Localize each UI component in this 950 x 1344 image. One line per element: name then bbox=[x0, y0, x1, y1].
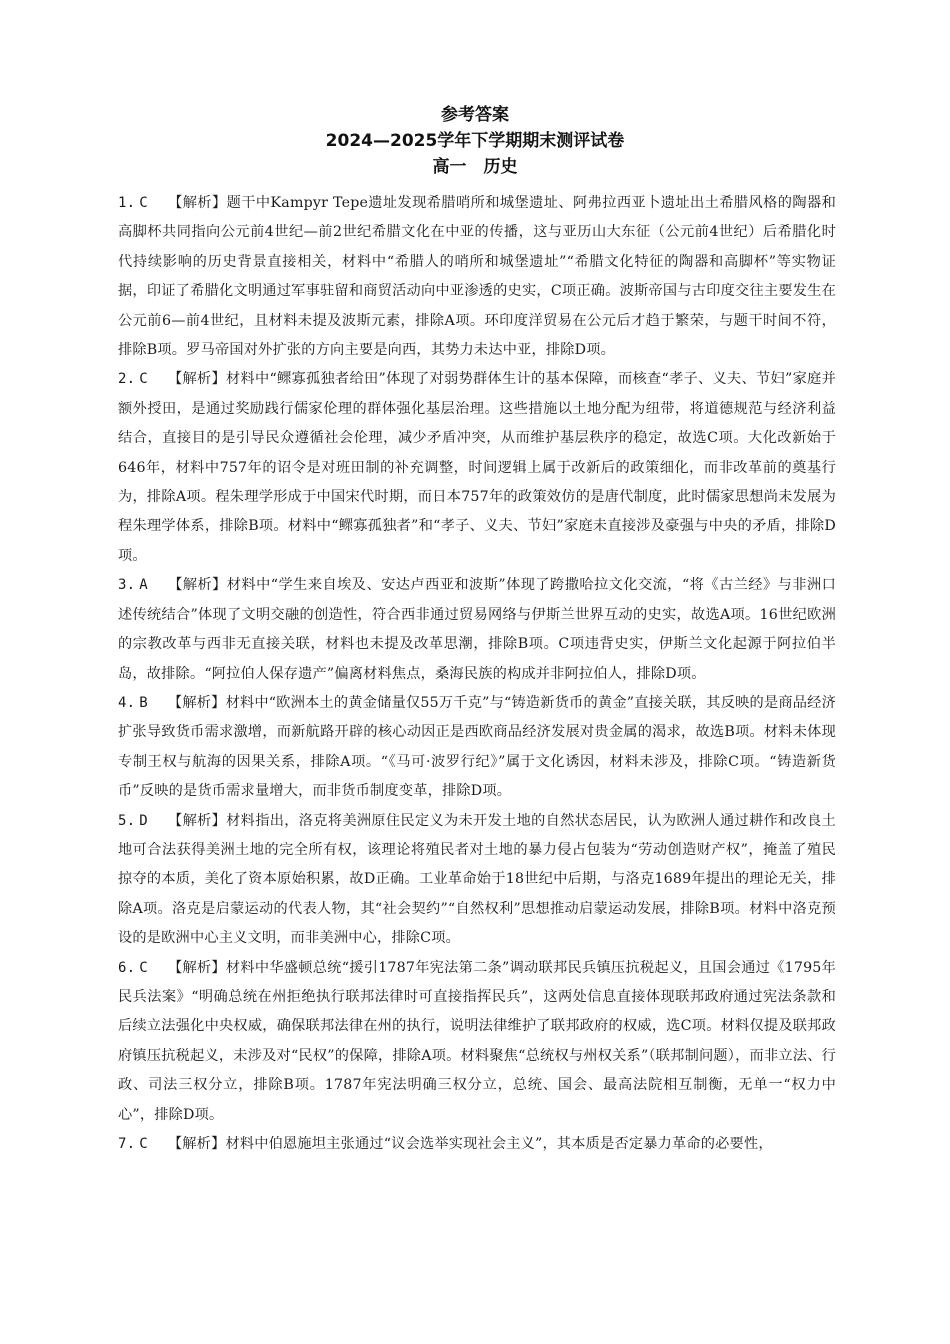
answer-choice: C bbox=[139, 959, 148, 976]
question-number: 4. bbox=[118, 694, 136, 711]
analysis-tag: 【解析】 bbox=[167, 195, 227, 211]
grade-subject: 高一 历史 bbox=[432, 157, 518, 177]
analysis-text: 材料指出，洛克将美洲原住民定义为未开发土地的自然状态居民，认为欧洲人通过耕作和改良土地可合法获得美洲土地的完全所有权，该理论将殖民者对土地的暴力侵占包装为“劳动创造财产权”，掩盖了殖民掠夺的本质，美化了资本原始积累，故D正确。工业革命始于18世纪中后期，与洛克1689年提出的理论无关，排除A项。洛克是启蒙运动的代表人物，其“社会契约”“自然权利”思想推动启蒙运动发展，排除B项。材料中洛克预设的是欧洲中心主义文明，而非美洲中心，排除C项。 bbox=[118, 812, 836, 947]
analysis-tag: 【解析】 bbox=[167, 371, 226, 388]
answer-choice: C bbox=[139, 371, 148, 388]
analysis-tag: 【解析】 bbox=[167, 959, 226, 976]
analysis-tag: 【解析】 bbox=[167, 812, 227, 829]
question-number: 6. bbox=[118, 959, 136, 976]
analysis-text: 材料中“欧洲本土的黄金储量仅55万千克”与“铸造新货币的黄金”直接关联，其反映的是商品经济扩张导致货币需求激增，而新航路开辟的核心动因正是西欧商品经济发展对贵金属的渴求，故选B项。材料未体现专制王权与航海的因果关系，排除A项。“《马可·波罗行纪》”属于文化诱因，材料未涉及，排除C项。“铸造新货币”反映的是货币需求量增大，而非货币制度变革，排除D项。 bbox=[118, 694, 836, 800]
exam-name: 2024—2025学年下学期期末测评试卷 bbox=[325, 131, 625, 151]
analysis-tag: 【解析】 bbox=[167, 1136, 226, 1152]
doc-title: 参考答案 bbox=[441, 105, 509, 125]
question-number: 5. bbox=[118, 812, 136, 829]
answers-list bbox=[118, 189, 836, 1159]
answer-item bbox=[118, 189, 836, 365]
question-number: 7. bbox=[118, 1136, 136, 1152]
answer-choice: C bbox=[139, 1136, 148, 1152]
question-number: 1. bbox=[118, 195, 136, 211]
analysis-text: 材料中“鳏寡孤独者给田”体现了对弱势群体生计的基本保障，而核查“孝子、义夫、节妇”家庭并额外授田，是通过奖励践行儒家伦理的群体强化基层治理。这些措施以土地分配为纽带，将道德规范与经济利益结合，直接目的是引导民众遵循社会伦理，减少矛盾冲突，从而维护基层秩序的稳定，故选C项。大化改新始于646年，材料中757年的诏令是对班田制的补充调整，时间逻辑上属于改新后的政策细化，而非改革前的奠基行为，排除A项。程朱理学形成于中国宋代时期，而日本757年的政策效仿的是唐代制度，此时儒家思想尚未发展为程朱理学体系，排除B项。材料中“鳏寡孤独者”和“孝子、义夫、节妇”家庭未直接涉及豪强与中央的矛盾，排除D项。 bbox=[118, 371, 836, 564]
answer-choice: C bbox=[139, 195, 148, 211]
question-number: 3. bbox=[118, 577, 136, 594]
answer-item bbox=[118, 571, 836, 689]
question-number: 2. bbox=[118, 371, 136, 388]
analysis-text: 材料中“学生来自埃及、安达卢西亚和波斯”体现了跨撒哈拉文化交流，“将《古兰经》与非洲口述传统结合”体现了文明交融的创造性，符合西非通过贸易网络与伊斯兰世界互动的史实，故选A项。16世纪欧洲的宗教改革与西非无直接关联，材料也未提及改革思潮，排除B项。C项违背史实，伊斯兰文化起源于阿拉伯半岛，故排除。“阿拉伯人保存遗产”偏离材料焦点，桑海民族的构成并非阿拉伯人，排除D项。 bbox=[118, 577, 836, 682]
answer-choice: D bbox=[139, 812, 148, 829]
answer-item bbox=[118, 807, 836, 954]
title-block bbox=[0, 102, 950, 180]
analysis-text: 材料中华盛顿总统“援引1787年宪法第二条”调动联邦民兵镇压抗税起义，且国会通过《1795年民兵法案》“明确总统在州拒绝执行联邦法律时可直接指挥民兵”，这两处信息直接体现联邦政府通过宪法条款和后续立法强化中央权威，确保联邦法律在州的执行，说明法律维护了联邦政府的权威，选C项。材料仅提及联邦政府镇压抗税起义，未涉及对“民权”的保障，排除A项。材料聚焦“总统权与州权关系”（联邦制问题），而非立法、行政、司法三权分立，排除B项。1787年宪法明确三权分立，总统、国会、最高法院相互制衡，无单一“权力中心”，排除D项。 bbox=[118, 959, 836, 1123]
answer-item bbox=[118, 954, 836, 1130]
answer-item bbox=[118, 689, 836, 807]
answer-item bbox=[118, 365, 836, 571]
answer-item bbox=[118, 1130, 836, 1159]
analysis-text: 题干中Kampyr Tepe遗址发现希腊哨所和城堡遗址、阿弗拉西亚卜遗址出土希腊风格的陶器和高脚杯共同指向公元前4世纪—前2世纪希腊文化在中亚的传播，这与亚历山大东征（公元前4世纪）后希腊化时代持续影响的历史背景直接相关，材料中“希腊人的哨所和城堡遗址”“希腊文化特征的陶器和高脚杯”等实物证据，印证了希腊化文明通过军事驻留和商贸活动向中亚渗透的史实，C项正确。波斯帝国与古印度交往主要发生在公元前6—前4世纪，且材料未提及波斯元素，排除A项。环印度洋贸易在公元后才趋于繁荣，与题干时间不符，排除B项。罗马帝国对外扩张的方向主要是向西，其势力未达中亚，排除D项。 bbox=[118, 195, 836, 359]
answer-choice: A bbox=[139, 577, 148, 594]
analysis-tag: 【解析】 bbox=[167, 577, 227, 594]
analysis-text: 材料中伯恩施坦主张通过“议会选举实现社会主义”，其本质是否定暴力革命的必要性， bbox=[225, 1136, 773, 1152]
analysis-tag: 【解析】 bbox=[167, 694, 226, 711]
answer-choice: B bbox=[139, 694, 148, 711]
